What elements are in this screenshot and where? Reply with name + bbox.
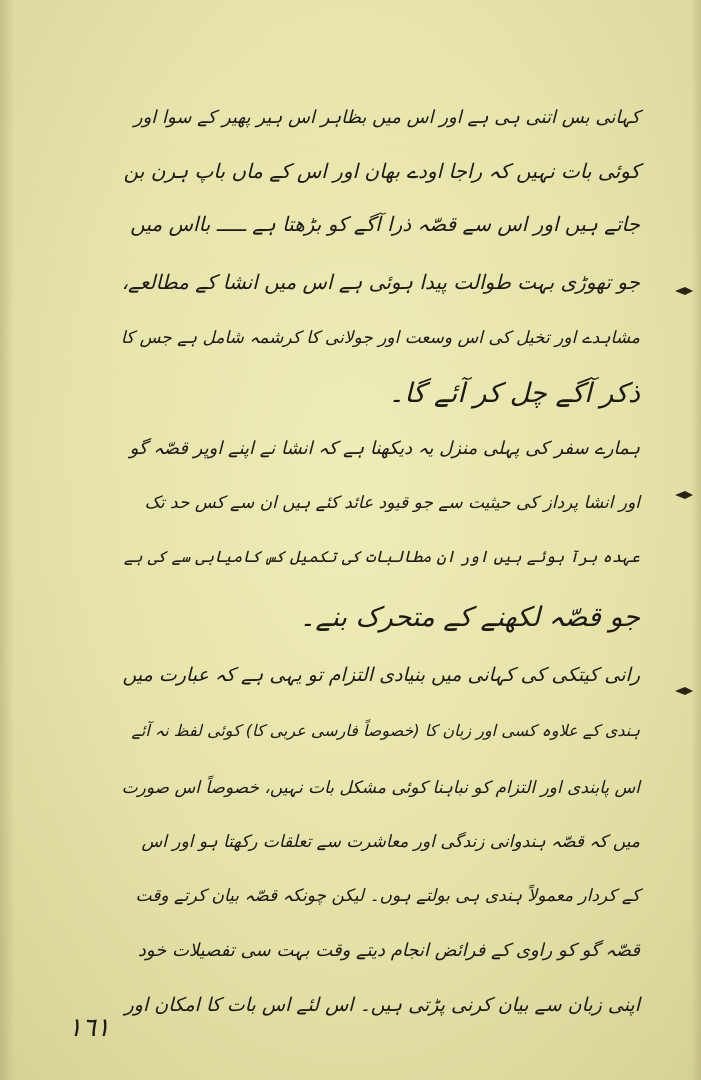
text-line: جو قصّہ لکھنے کے متحرک بنے۔: [299, 602, 640, 633]
binding-hole-mark: [673, 684, 695, 698]
text-line: ہمارے سفر کی پہلی منزل یہ دیکھنا ہے کہ انشا نے اپنے اوپر قصّہ گو: [129, 438, 640, 459]
text-line: مشاہدے اور تخیل کی اس وسعت اور جولانی کا کرشمہ شامل ہے جس کا: [120, 328, 640, 348]
page-edge-shadow-right: [691, 0, 701, 1080]
text-line: میں کہ قصّہ ہندوانی زندگی اور معاشرت سے تعلقات رکھتا ہو اور اس: [141, 832, 640, 852]
text-line: ہندی کے علاوہ کسی اور زبان کا (خصوصاً فارسی عربی کا) کوئی لفظ نہ آئے: [131, 721, 640, 740]
text-line: اور انشا پرداز کی حیثیت سے جو قیود عائد کئے ہیں ان سے کس حد تک: [144, 493, 640, 513]
text-line: کوئی بات نہیں کہ راجا اودے بھان اور اس کے ماں باپ ہرن بن: [123, 159, 640, 183]
text-line: عہدہ برآ ہوئے ہیں اور ان مطالبات کی تکمیل کس کامیابی سے کی ہے: [123, 547, 640, 566]
text-line: ذکر آگے چل کر آئے گا۔: [388, 378, 640, 409]
text-line: اس پابندی اور التزام کو نباہنا کوئی مشکل بات نہیں، خصوصاً اس صورت: [121, 778, 640, 798]
text-line: رانی کیتکی کی کہانی میں بنیادی التزام تو یہی ہے کہ عبارت میں: [122, 664, 640, 686]
text-line: اپنی زبان سے بیان کرنی پڑتی ہیں۔ اس لئے اس بات کا امکان اور: [124, 994, 640, 1016]
text-line: قصّہ گو کو راوی کے فرائض انجام دیتے وقت بہت سی تفصیلات خود: [137, 940, 640, 961]
page-number: ١٦١: [68, 1013, 110, 1043]
page-edge-shadow-left: [0, 0, 14, 1080]
text-line: کے کردار معمولاً ہندی ہی بولتے ہوں۔ لیکن چونکہ قصّہ بیان کرتے وقت: [135, 886, 640, 906]
binding-hole-mark: [673, 488, 695, 502]
text-line: جاتے ہیں اور اس سے قصّہ ذرا آگے کو بڑھتا ہے ـــــ بااس میں: [130, 212, 640, 236]
binding-hole-mark: [673, 284, 695, 298]
text-line: جو تھوڑی بہت طوالت پیدا ہوئی ہے اس میں انشا کے مطالعے،: [121, 270, 640, 294]
text-line: کہانی بس اتنی ہی ہے اور اس میں بظاہر اس ہیر پھیر کے سوا اور: [133, 107, 640, 128]
